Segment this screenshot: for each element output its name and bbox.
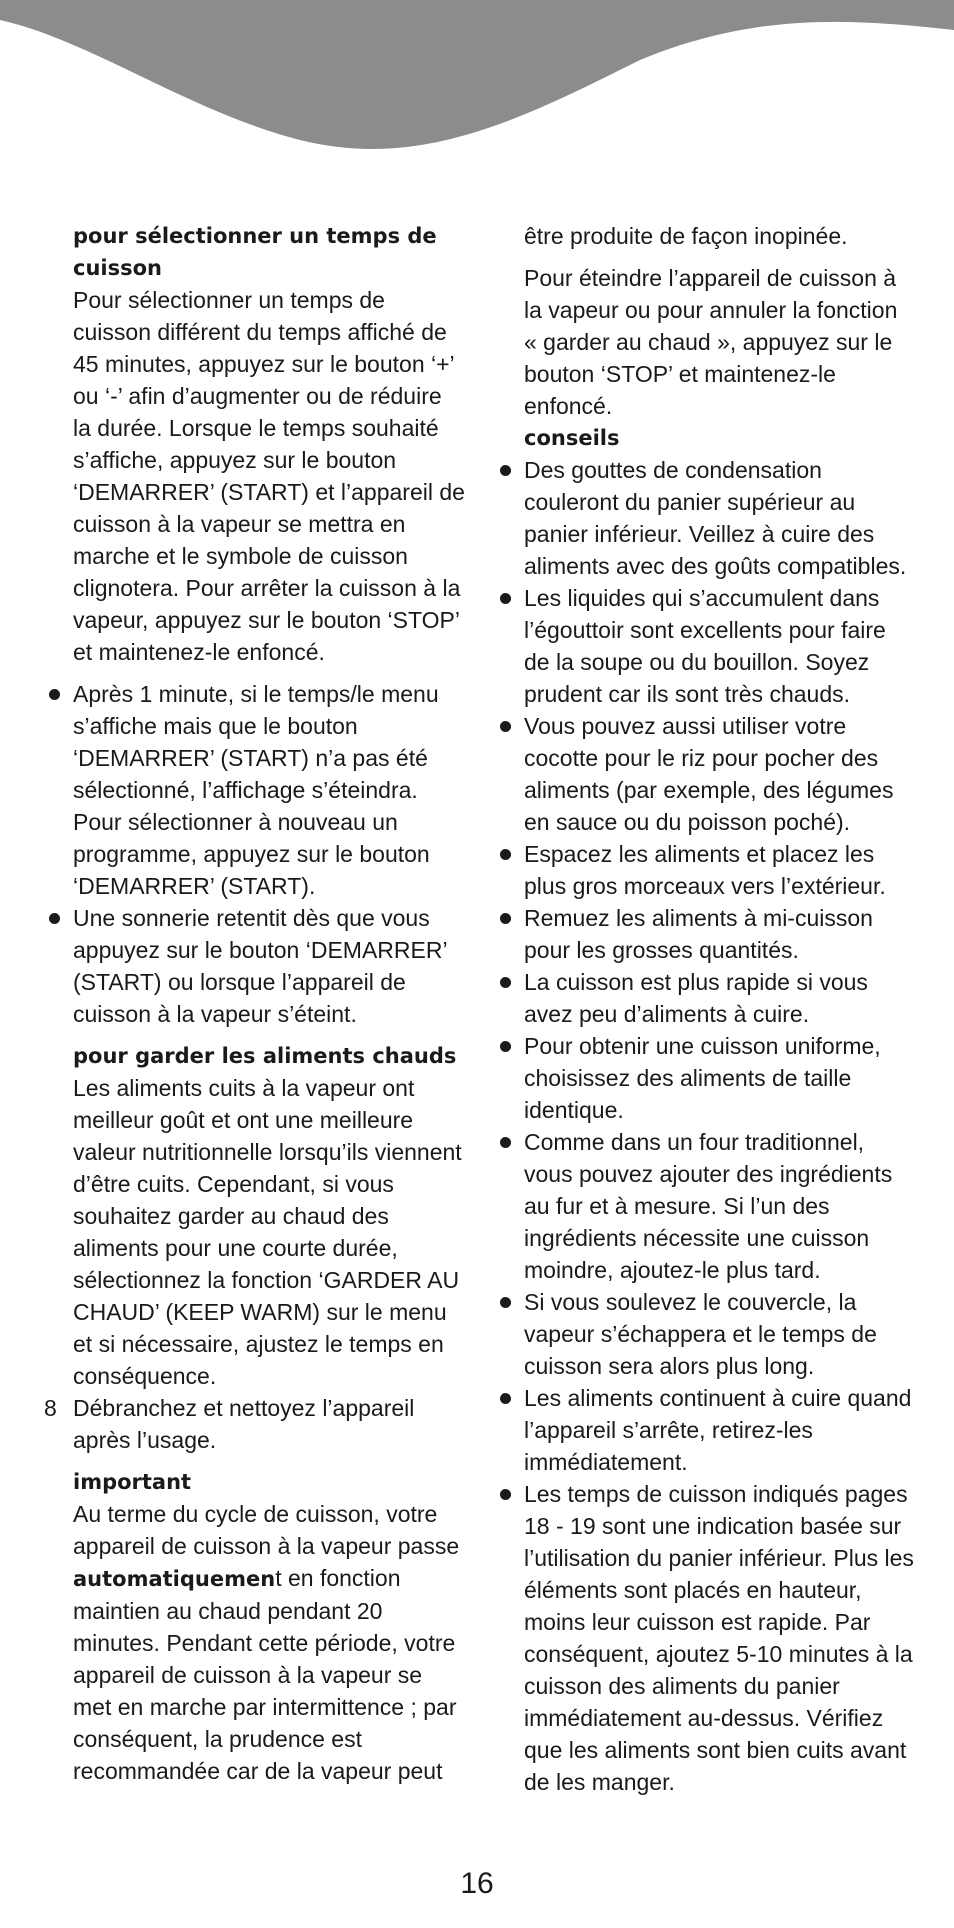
section-heading-cooking-time: pour sélectionner un temps de cuisson (73, 224, 437, 280)
important-text-part-2: t en fonction maintien au chaud pendant 20 minutes. Pendant cette période, votre appareil de cuisson à la vapeur se met en marche par intermittence ; par conséquent, la prudence est recommandée car de la vapeur peut (73, 1565, 457, 1784)
step-number: 8 (44, 1395, 57, 1421)
section-heading-keep-warm: pour garder les aliments chauds (73, 1044, 457, 1068)
list-item: Pour obtenir une cuisson uniforme, choisissez des aliments de taille identique. (524, 1030, 914, 1126)
list-item: Comme dans un four traditionnel, vous pouvez ajouter des ingrédients au fur et à mesure. Si l’un des ingrédients nécessite une cuisson moindre, ajoutez-le plus tard. (524, 1126, 914, 1286)
left-column (44, 220, 465, 1787)
section-body-cooking-time: Pour sélectionner un temps de cuisson différent du temps affiché de 45 minutes, appuyez sur le bouton ‘+’ ou ‘-’ afin d’augmenter ou de réduire la durée. Lorsque le temps souhaité s’affiche, appuyez sur le bouton ‘DEMARRER’ (START) et l’appareil de cuisson à la vapeur se mettra en marche et le symbole de cuisson clignotera. Pour arrêter la cuisson à la vapeur, appuyez sur le bouton ‘STOP’ et maintenez-le enfoncé. (73, 287, 465, 665)
list-item: Après 1 minute, si le temps/le menu s’affiche mais que le bouton ‘DEMARRER’ (START) n’a pas été sélectionné, l’affichage s’éteindra. Pour sélectionner à nouveau un programme, appuyez sur le bouton ‘DEMARRER’ (START). (73, 678, 465, 902)
stop-paragraph: Pour éteindre l’appareil de cuisson à la vapeur ou pour annuler la fonction « garder au chaud », appuyez sur le bouton ‘STOP’ et maintenez-le enfoncé. (524, 265, 898, 419)
step-text: Débranchez et nettoyez l’appareil après l’usage. (73, 1395, 415, 1453)
list-item: Les aliments continuent à cuire quand l’appareil s’arrête, retirez-les immédiatement. (524, 1382, 914, 1478)
list-item: Si vous soulevez le couvercle, la vapeur s’échappera et le temps de cuisson sera alors plus long. (524, 1286, 914, 1382)
section-heading-important: important (73, 1470, 192, 1494)
list-item: Les temps de cuisson indiqués pages 18 - 19 sont une indication basée sur l’utilisation du panier inférieur. Plus les éléments sont placés en hauteur, moins leur cuisson est rapide. Par conséquent, ajoutez 5-10 minutes à la cuisson des aliments du panier immédiatement au-dessus. Vérifiez que les aliments sont bien cuits avant de les manger. (524, 1478, 914, 1798)
list-item: Une sonnerie retentit dès que vous appuyez sur le bouton ‘DEMARRER’ (START) ou lorsque l’appareil de cuisson à la vapeur s’éteint. (73, 902, 465, 1030)
page-number: 16 (460, 1867, 494, 1900)
important-text-part-1: Au terme du cycle de cuisson, votre appareil de cuisson à la vapeur passe (73, 1501, 460, 1559)
list-item: Des gouttes de condensation couleront du panier supérieur au panier inférieur. Veillez à cuire des aliments avec des goûts compatibles. (524, 454, 914, 582)
list-item: Espacez les aliments et placez les plus gros morceaux vers l’extérieur. (524, 838, 914, 902)
tips-list (524, 454, 914, 1798)
left-bullet-list (73, 678, 465, 1030)
list-item: La cuisson est plus rapide si vous avez peu d’aliments à cuire. (524, 966, 914, 1030)
list-item: Vous pouvez aussi utiliser votre cocotte pour le riz pour pocher des aliments (par exemple, des légumes en sauce ou du poisson poché). (524, 710, 914, 838)
continuation-text: être produite de façon inopinée. (524, 223, 848, 249)
step-8 (44, 1392, 465, 1456)
important-bold-word: automatiquemen (73, 1567, 276, 1591)
section-body-keep-warm: Les aliments cuits à la vapeur ont meilleur goût et ont une meilleure valeur nutritionnelle lorsqu’ils viennent d’être cuits. Cependant, si vous souhaitez garder au chaud des aliments pour une courte durée, sélectionnez la fonction ‘GARDER AU CHAUD’ (KEEP WARM) sur le menu et si nécessaire, ajustez le temps en conséquence. (73, 1075, 462, 1389)
header-wave-decoration (0, 0, 954, 160)
list-item: Remuez les aliments à mi-cuisson pour les grosses quantités. (524, 902, 914, 966)
section-body-important (73, 1498, 465, 1787)
section-heading-tips: conseils (524, 426, 620, 450)
list-item: Les liquides qui s’accumulent dans l’égouttoir sont excellents pour faire de la soupe ou du bouillon. Soyez prudent car ils sont très chauds. (524, 582, 914, 710)
right-column (524, 220, 914, 1798)
